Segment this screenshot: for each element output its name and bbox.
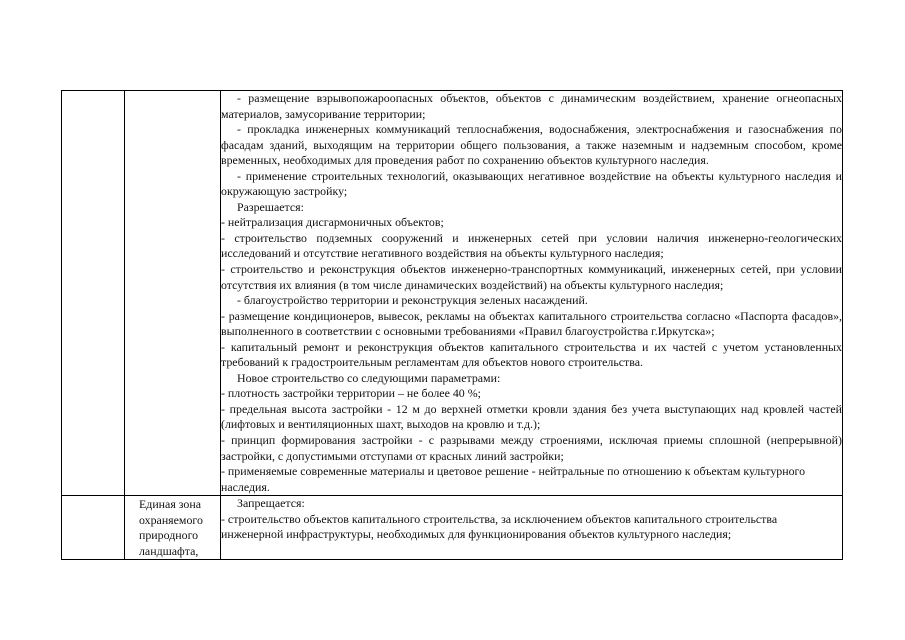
section-heading-allowed: Разрешается: [237,199,304,214]
regulation-item: - принцип формирования застройки - с разрывами между строениями, исключая приемы сплошной (непрерывной) застройки, с допустимыми отступами от красных линий застройки; [221,433,842,463]
regulation-item: - строительство подземных сооружений и инженерных сетей при условии наличия инженерно-геологических исследований и отсутствие негативного воздействия на объекты культурного наследия; [221,230,842,261]
regulation-item: - прокладка инженерных коммуникаций теплоснабжения, водоснабжения, электроснабжения и газоснабжения по фасадам зданий, выходящим на территории общего пользования, а также наземным и надземным способом, кроме временных, необходимых для проведения работ по сохранению объектов культурного наследия. [221,122,842,168]
regulation-item: - размещение кондиционеров, вывесок, рекламы на объектах капитального строительства согласно «Паспорта фасадов», выполненного в соответствии с основными требованиями «Правил благоустройства г.Иркутска»; [221,308,842,339]
regulation-item: - капитальный ремонт и реконструкция объектов капитального строительства и их частей с учетом установленных требований к градостроительным регламентам для объектов нового строительства. [221,339,842,370]
table-row [62,496,843,560]
table-cell-regulations [221,496,843,560]
regulations-table [61,90,843,560]
zone-name-line: Единая зона [139,497,201,512]
section-heading-new-construction: Новое строительство со следующими параметрами: [237,370,501,385]
regulation-item: - плотность застройки территории – не более 40 %; [221,386,481,401]
table-cell-number [62,91,125,496]
table-cell-zone [125,91,221,496]
section-heading-prohibited: Запрещается: [237,496,305,511]
zone-name-line: ландшафта, [139,543,199,558]
regulation-item: - предельная высота застройки - 12 м до верхней отметки кровли здания без учета выступающих над кровлей частей (лифтовых и вентиляционных шахт, выходов на кровлю и т.д.); [221,401,842,432]
regulation-item: - нейтрализация дисгармоничных объектов; [221,215,444,230]
zone-name-line: охраняемого [139,512,203,527]
table-cell-regulations [221,91,843,496]
regulation-item: - благоустройство территории и реконструкция зеленых насаждений. [237,293,588,308]
regulation-item: - применяемые современные материалы и цветовое решение - нейтральные по отношению к объектам культурного наследия. [221,464,806,494]
regulation-item: - размещение взрывопожароопасных объектов, объектов с динамическим воздействием, хранение огнеопасных материалов, замусоривание территории; [221,91,842,121]
regulation-item: - строительство объектов капитального строительства, за исключением объектов капитального строительства инженерной инфраструктуры, необходимых для функционирования объектов культурного наследия; [221,511,778,542]
zone-name [125,496,220,559]
regulation-item: - применение строительных технологий, оказывающих негативное воздействие на объекты культурного наследия и окружающую застройку; [221,168,842,199]
table-cell-zone [125,496,221,560]
table-row [62,91,843,496]
table-cell-number [62,496,125,560]
regulation-item: - строительство и реконструкция объектов инженерно-транспортных коммуникаций, инженерных сетей, при условии отсутствия их влияния (в том числе динамических воздействий) на объекты культурного наследия; [221,262,842,292]
zone-name-line: природного [139,528,199,543]
